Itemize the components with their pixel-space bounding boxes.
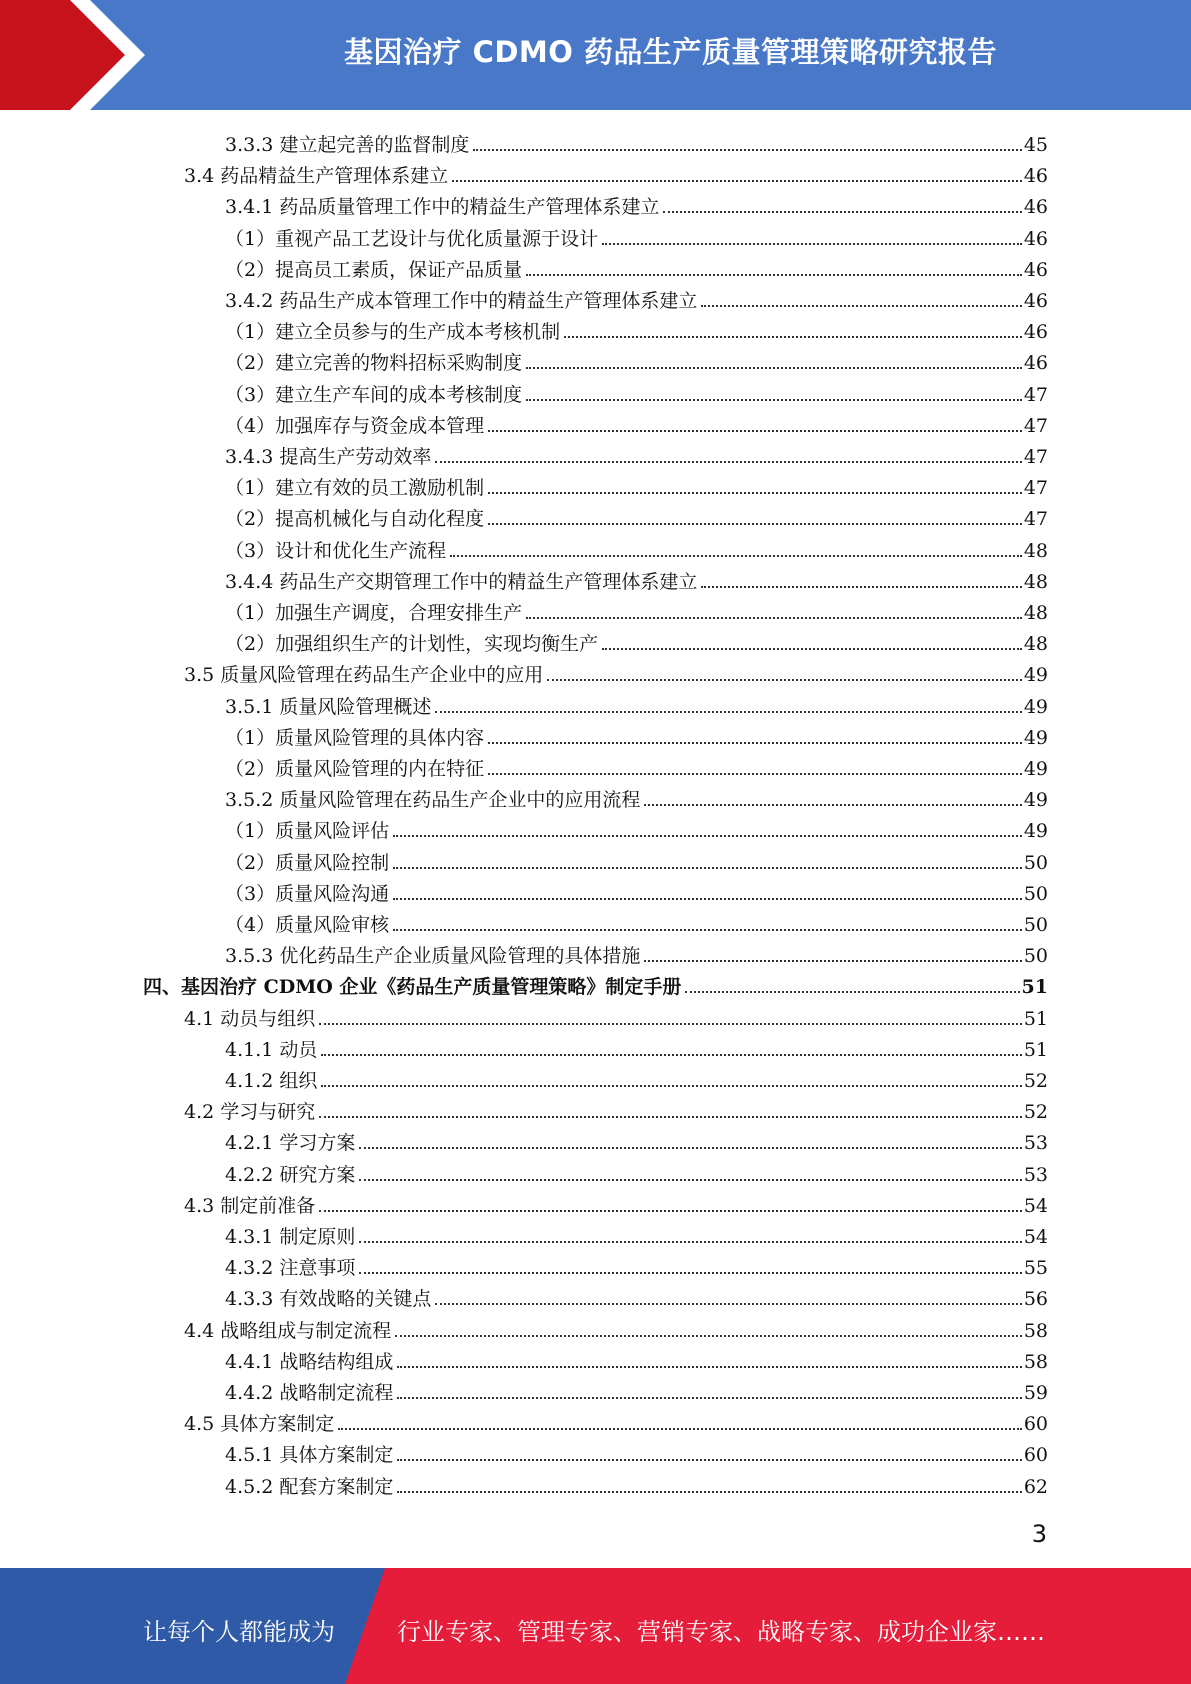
toc-entry[interactable] xyxy=(184,1188,1048,1218)
toc-entry[interactable] xyxy=(225,252,1048,282)
toc-entry-page: 56 xyxy=(1023,1288,1048,1311)
toc-entry-title: 4.3.1 制定原则 xyxy=(225,1226,356,1248)
page-header xyxy=(0,0,1191,110)
toc-entry-title: 3.5.2 质量风险管理在药品生产企业中的应用流程 xyxy=(225,789,641,812)
page-footer xyxy=(0,1568,1191,1684)
toc-leader-dots xyxy=(359,1147,1021,1149)
toc-leader-dots xyxy=(602,648,1022,650)
toc-entry[interactable] xyxy=(184,1094,1048,1124)
toc-leader-dots xyxy=(359,1241,1021,1243)
toc-leader-dots xyxy=(526,399,1022,401)
toc-entry[interactable] xyxy=(225,626,1048,656)
toc-leader-dots xyxy=(488,773,1022,775)
toc-entry-page: 54 xyxy=(1023,1226,1048,1248)
toc-entry-title: 四、基因治疗 CDMO 企业《药品生产质量管理策略》制定手册 xyxy=(143,976,682,999)
toc-leader-dots xyxy=(488,742,1022,744)
toc-entry-title: 3.4 药品精益生产管理体系建立 xyxy=(184,165,449,188)
toc-entry-title: 3.4.1 药品质量管理工作中的精益生产管理体系建立 xyxy=(225,196,660,219)
toc-entry-title: （2）质量风险控制 xyxy=(225,851,390,874)
toc-entry-page: 59 xyxy=(1023,1382,1048,1404)
toc-entry-page: 46 xyxy=(1023,290,1048,312)
toc-entry-page: 50 xyxy=(1023,914,1048,936)
toc-entry[interactable] xyxy=(225,1375,1048,1405)
page-number: 3 xyxy=(1031,1520,1047,1548)
toc-entry-title: （2）提高员工素质，保证产品质量 xyxy=(225,258,523,281)
toc-entry[interactable] xyxy=(225,533,1048,563)
toc-entry[interactable] xyxy=(225,1157,1048,1187)
toc-entry[interactable] xyxy=(225,501,1048,531)
toc-leader-dots xyxy=(395,1335,1022,1337)
toc-leader-dots xyxy=(393,898,1022,900)
toc-entry-page: 49 xyxy=(1023,726,1048,749)
toc-entry-page: 48 xyxy=(1023,602,1048,624)
toc-leader-dots xyxy=(319,1210,1022,1212)
toc-leader-dots xyxy=(526,274,1022,276)
toc-entry-page: 60 xyxy=(1023,1444,1048,1467)
toc-entry-title: 3.5 质量风险管理在药品生产企业中的应用 xyxy=(184,664,544,687)
toc-entry[interactable] xyxy=(225,751,1048,781)
toc-entry-title: （2）加强组织生产的计划性，实现均衡生产 xyxy=(225,633,599,656)
toc-entry-title: 4.4.1 战略结构组成 xyxy=(225,1350,394,1373)
toc-leader-dots xyxy=(393,835,1022,837)
footer-slogan: 让每个人都能成为 xyxy=(143,1618,335,1646)
toc-leader-dots xyxy=(321,1054,1021,1056)
toc-entry-page: 62 xyxy=(1023,1475,1048,1498)
toc-entry-title: （1）重视产品工艺设计与优化质量源于设计 xyxy=(225,227,599,250)
toc-entry-title: 3.4.2 药品生产成本管理工作中的精益生产管理体系建立 xyxy=(225,290,698,312)
toc-entry[interactable] xyxy=(225,377,1048,407)
toc-entry-page: 52 xyxy=(1023,1070,1048,1092)
toc-entry-title: 4.3.2 注意事项 xyxy=(225,1257,356,1280)
toc-entry-page: 55 xyxy=(1023,1257,1048,1280)
toc-entry-title: 3.4.3 提高生产劳动效率 xyxy=(225,446,432,468)
toc-entry[interactable] xyxy=(143,969,1048,999)
toc-entry-page: 53 xyxy=(1023,1132,1048,1155)
toc-entry-page: 49 xyxy=(1023,820,1048,843)
toc-entry-page: 49 xyxy=(1023,789,1048,812)
toc-entry-title: （3）建立生产车间的成本考核制度 xyxy=(225,383,523,406)
toc-entry-page: 46 xyxy=(1023,196,1048,219)
toc-entry-page: 46 xyxy=(1023,321,1048,344)
toc-entry[interactable] xyxy=(225,564,1048,594)
toc-leader-dots xyxy=(488,492,1022,494)
toc-entry[interactable] xyxy=(225,845,1048,875)
toc-entry[interactable] xyxy=(225,689,1048,719)
toc-entry-title: （1）质量风险管理的具体内容 xyxy=(225,726,485,749)
toc-leader-dots xyxy=(644,960,1021,962)
toc-entry-title: （4）加强库存与资金成本管理 xyxy=(225,414,485,437)
toc-entry[interactable] xyxy=(225,907,1048,937)
toc-entry[interactable] xyxy=(225,1437,1048,1467)
toc-leader-dots xyxy=(321,1085,1021,1087)
toc-entry-page: 60 xyxy=(1023,1413,1048,1436)
toc-entry[interactable] xyxy=(225,595,1048,625)
toc-entry[interactable] xyxy=(225,720,1048,750)
toc-leader-dots xyxy=(338,1428,1022,1430)
toc-entry-page: 47 xyxy=(1023,508,1048,531)
toc-leader-dots xyxy=(685,991,1019,993)
toc-entry-page: 45 xyxy=(1023,134,1048,156)
toc-entry-page: 49 xyxy=(1023,758,1048,780)
toc-entry[interactable] xyxy=(225,470,1048,500)
toc-leader-dots xyxy=(701,305,1021,307)
toc-entry-page: 51 xyxy=(1023,1038,1048,1061)
toc-entry[interactable] xyxy=(225,1250,1048,1280)
toc-entry-title: （1）建立有效的员工激励机制 xyxy=(225,477,485,500)
toc-entry-page: 50 xyxy=(1023,882,1048,905)
toc-entry-page: 51 xyxy=(1021,976,1048,999)
toc-entry[interactable] xyxy=(225,813,1048,843)
toc-entry-title: 4.2 学习与研究 xyxy=(184,1101,316,1124)
toc-entry-page: 48 xyxy=(1023,633,1048,656)
toc-entry-title: （2）建立完善的物料招标采购制度 xyxy=(225,352,523,375)
toc-leader-dots xyxy=(450,555,1022,557)
toc-entry-title: （2）质量风险管理的内在特征 xyxy=(225,758,485,780)
toc-entry[interactable] xyxy=(225,345,1048,375)
toc-entry[interactable] xyxy=(225,221,1048,251)
toc-entry-title: 4.4.2 战略制定流程 xyxy=(225,1382,394,1404)
toc-entry-title: 4.3 制定前准备 xyxy=(184,1194,316,1217)
toc-entry-page: 58 xyxy=(1023,1350,1048,1373)
toc-entry-page: 49 xyxy=(1023,695,1048,718)
toc-entry[interactable] xyxy=(225,439,1048,469)
toc-entry-page: 54 xyxy=(1023,1194,1048,1217)
toc-leader-dots xyxy=(319,1023,1022,1025)
toc-entry-page: 46 xyxy=(1023,227,1048,250)
toc-entry[interactable] xyxy=(184,1406,1048,1436)
toc-entry-title: （3）设计和优化生产流程 xyxy=(225,539,447,562)
toc-entry[interactable] xyxy=(225,1344,1048,1374)
toc-entry-title: 4.3.3 有效战略的关键点 xyxy=(225,1288,432,1311)
toc-entry-title: （1）建立全员参与的生产成本考核机制 xyxy=(225,321,561,344)
toc-leader-dots xyxy=(701,586,1021,588)
toc-leader-dots xyxy=(526,367,1022,369)
toc-entry-title: 3.5.3 优化药品生产企业质量风险管理的具体措施 xyxy=(225,945,641,968)
toc-entry-title: 4.5.1 具体方案制定 xyxy=(225,1444,394,1467)
toc-leader-dots xyxy=(319,1116,1022,1118)
toc-leader-dots xyxy=(488,430,1022,432)
toc-entry[interactable] xyxy=(225,127,1048,157)
toc-entry-title: （2）提高机械化与自动化程度 xyxy=(225,508,485,531)
toc-entry[interactable] xyxy=(184,1313,1048,1343)
toc-entry[interactable] xyxy=(184,158,1048,188)
toc-entry[interactable] xyxy=(225,1063,1048,1093)
toc-leader-dots xyxy=(393,867,1022,869)
toc-entry[interactable] xyxy=(184,1001,1048,1031)
toc-entry-page: 46 xyxy=(1023,258,1048,281)
toc-entry-title: 4.1.2 组织 xyxy=(225,1070,318,1092)
toc-entry-page: 48 xyxy=(1023,539,1048,562)
toc-leader-dots xyxy=(564,336,1022,338)
toc-entry-title: 4.2.2 研究方案 xyxy=(225,1163,356,1186)
toc-leader-dots xyxy=(452,180,1022,182)
footer-roles: 行业专家、管理专家、营销专家、战略专家、成功企业家…… xyxy=(397,1618,1045,1646)
toc-leader-dots xyxy=(473,149,1021,151)
toc-entry-page: 48 xyxy=(1023,570,1048,593)
toc-leader-dots xyxy=(602,243,1022,245)
toc-leader-dots xyxy=(435,711,1021,713)
toc-entry-title: 4.2.1 学习方案 xyxy=(225,1132,356,1155)
toc-leader-dots xyxy=(397,1491,1021,1493)
toc-entry[interactable] xyxy=(184,657,1048,687)
toc-leader-dots xyxy=(393,929,1022,931)
toc-leader-dots xyxy=(435,1303,1021,1305)
toc-entry[interactable] xyxy=(225,782,1048,812)
toc-entry[interactable] xyxy=(225,314,1048,344)
document-title: 基因治疗 CDMO 药品生产质量管理策略研究报告 xyxy=(343,35,998,69)
toc-leader-dots xyxy=(397,1397,1021,1399)
toc-entry-page: 47 xyxy=(1023,414,1048,437)
toc-entry[interactable] xyxy=(225,1032,1048,1062)
toc-leader-dots xyxy=(663,211,1021,213)
toc-entry[interactable] xyxy=(225,876,1048,906)
toc-entry-page: 58 xyxy=(1023,1319,1048,1342)
toc-leader-dots xyxy=(547,679,1022,681)
toc-leader-dots xyxy=(359,1179,1021,1181)
header-arrow-decoration xyxy=(0,0,160,110)
toc-leader-dots xyxy=(397,1459,1021,1461)
toc-entry-title: （1）加强生产调度，合理安排生产 xyxy=(225,602,523,624)
toc-entry[interactable] xyxy=(225,1469,1048,1499)
toc-leader-dots xyxy=(359,1272,1021,1274)
toc-entry-page: 52 xyxy=(1023,1101,1048,1124)
toc-entry-page: 47 xyxy=(1023,477,1048,500)
toc-entry-page: 50 xyxy=(1023,945,1048,968)
toc-entry[interactable] xyxy=(225,408,1048,438)
toc-entry[interactable] xyxy=(225,283,1048,313)
toc-entry-title: 4.1.1 动员 xyxy=(225,1038,318,1061)
toc-leader-dots xyxy=(526,617,1022,619)
toc-entry-title: 4.4 战略组成与制定流程 xyxy=(184,1319,392,1342)
toc-entry-page: 47 xyxy=(1023,446,1048,468)
toc-entry-page: 46 xyxy=(1023,165,1048,188)
toc-entry-page: 46 xyxy=(1023,352,1048,375)
toc-entry-title: （1）质量风险评估 xyxy=(225,820,390,843)
toc-entry-title: （4）质量风险审核 xyxy=(225,914,390,936)
toc-entry-page: 50 xyxy=(1023,851,1048,874)
toc-entry[interactable] xyxy=(225,1281,1048,1311)
toc-entry-title: 3.3.3 建立起完善的监督制度 xyxy=(225,134,470,156)
toc-leader-dots xyxy=(644,804,1021,806)
toc-entry-title: 4.5.2 配套方案制定 xyxy=(225,1475,394,1498)
toc-entry[interactable] xyxy=(225,1219,1048,1249)
toc-entry-title: 4.1 动员与组织 xyxy=(184,1007,316,1030)
toc-entry-page: 49 xyxy=(1023,664,1048,687)
toc-entry[interactable] xyxy=(225,938,1048,968)
toc-leader-dots xyxy=(488,523,1022,525)
toc-entry-title: 4.5 具体方案制定 xyxy=(184,1413,335,1436)
toc-entry-page: 47 xyxy=(1023,383,1048,406)
toc-entry-title: 3.5.1 质量风险管理概述 xyxy=(225,695,432,718)
toc-entry[interactable] xyxy=(225,189,1048,219)
toc-entry-page: 53 xyxy=(1023,1163,1048,1186)
toc-leader-dots xyxy=(435,461,1021,463)
toc-entry-title: 3.4.4 药品生产交期管理工作中的精益生产管理体系建立 xyxy=(225,570,698,593)
toc-leader-dots xyxy=(397,1366,1021,1368)
toc-entry-title: （3）质量风险沟通 xyxy=(225,882,390,905)
toc-entry-page: 51 xyxy=(1023,1007,1048,1030)
toc-entry[interactable] xyxy=(225,1125,1048,1155)
